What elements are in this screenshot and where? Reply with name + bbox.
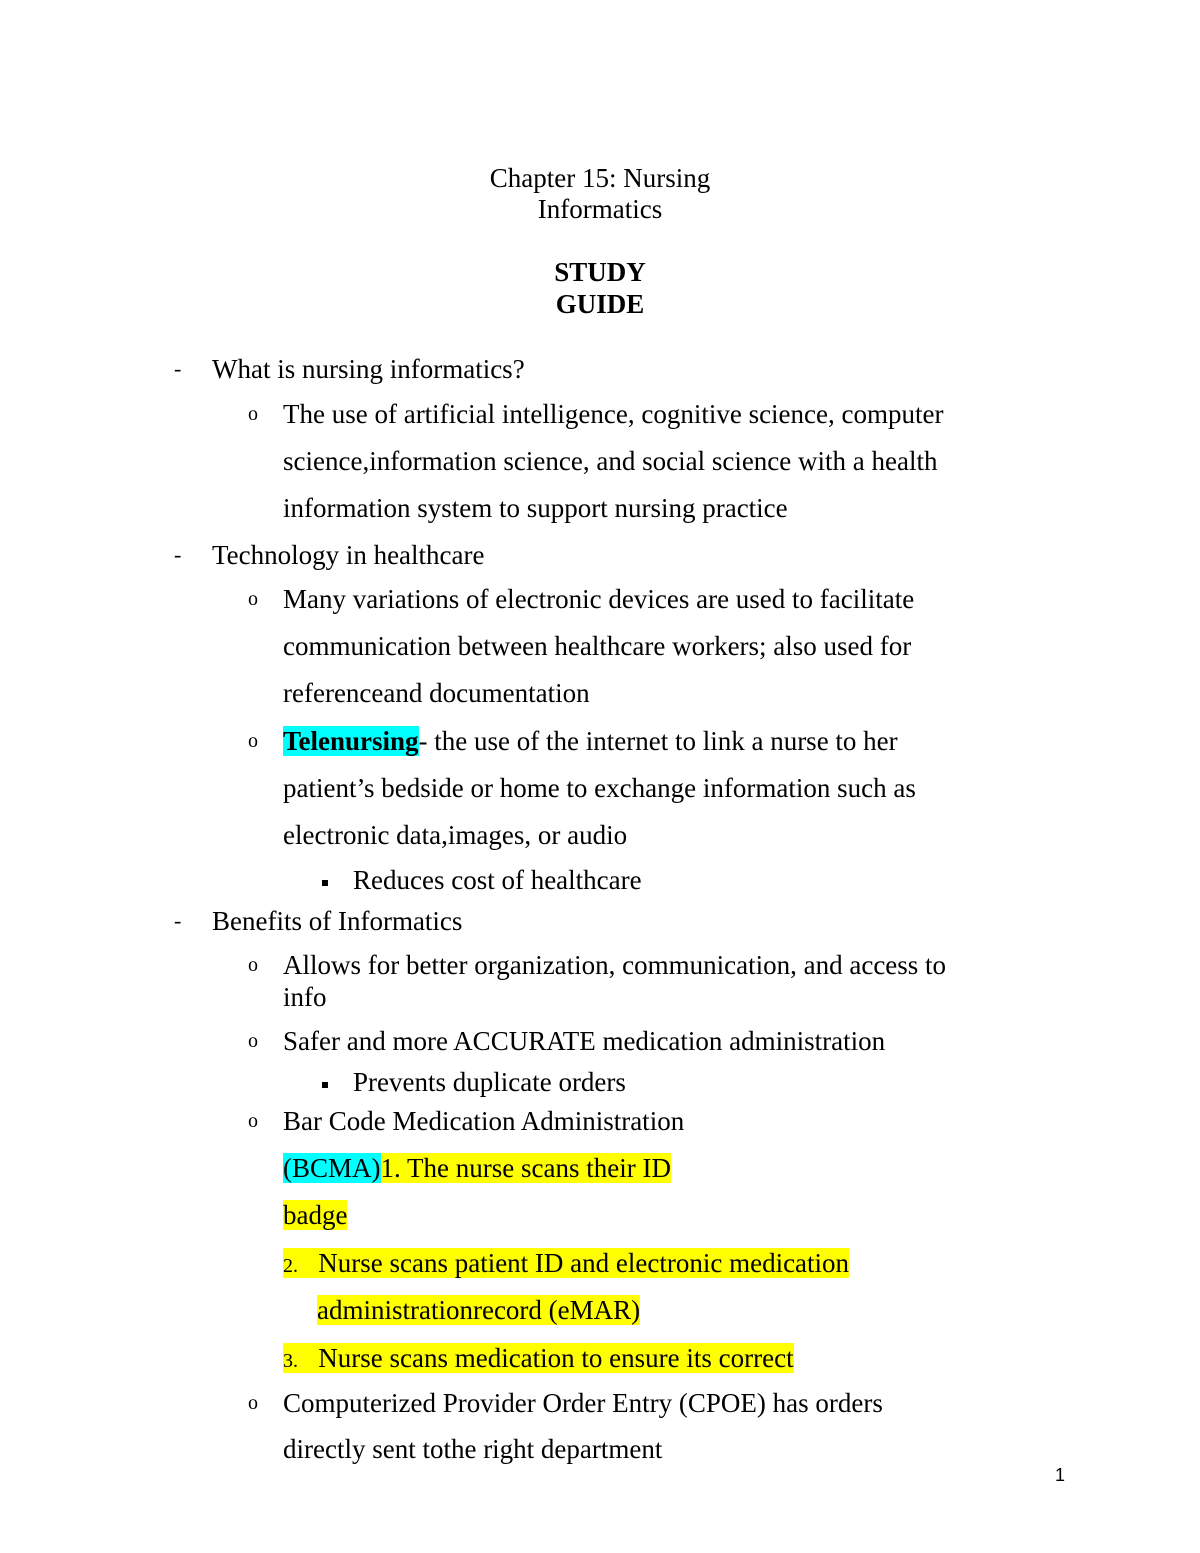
badge-highlight: badge (283, 1200, 348, 1230)
bcma-title: Bar Code Medication Administration (283, 1106, 685, 1136)
circle-bullet: o (248, 588, 258, 610)
telenursing-line-3: electronic data,images, or audio (283, 820, 628, 850)
step-2-text: Nurse scans patient ID and electronic medication (318, 1248, 850, 1278)
telenursing-line-1 (283, 724, 898, 758)
cpoe-line-1: Computerized Provider Order Entry (CPOE) has orders (283, 1388, 883, 1418)
bcma-step-2-line-2 (317, 1293, 640, 1327)
bcma-step-3 (283, 1341, 794, 1378)
devices-line-3: referenceand documentation (283, 678, 590, 708)
telenursing-term-highlight: Telenursing (283, 726, 419, 756)
section-benefits-of-informatics: Benefits of Informatics (212, 906, 463, 936)
devices-line-2: communication between healthcare workers; also used for (283, 631, 912, 661)
chapter-title-line-2: Informatics (537, 194, 663, 224)
study-guide-heading-line-1: STUDY (554, 257, 646, 287)
chapter-title-line-1: Chapter 15: Nursing (489, 163, 711, 193)
definition-line-3: information system to support nursing practice (283, 493, 788, 523)
cpoe-line-2: directly sent tothe right department (283, 1434, 663, 1464)
reduces-cost-item: Reduces cost of healthcare (353, 865, 642, 895)
prevents-duplicate-item: Prevents duplicate orders (353, 1067, 626, 1097)
bcma-step-1-continued (283, 1198, 347, 1232)
circle-bullet: o (248, 730, 258, 752)
circle-bullet: o (248, 403, 258, 425)
step-3-text: Nurse scans medication to ensure its correct (318, 1343, 794, 1373)
telenursing-definition: - the use of the internet to link a nurse to her (418, 726, 898, 756)
dash-bullet: - (174, 356, 182, 381)
bcma-abbreviation-highlight: (BCMA) (283, 1153, 381, 1183)
circle-bullet: o (248, 954, 258, 976)
study-guide-heading-line-2: GUIDE (555, 289, 645, 319)
section-what-is-nursing-informatics: What is nursing informatics? (212, 354, 525, 384)
organization-line-2: info (283, 982, 327, 1012)
definition-line-2: science,information science, and social science with a health (283, 446, 938, 476)
bcma-step-1-highlight: 1. The nurse scans their ID (380, 1153, 671, 1183)
square-bullet (322, 1082, 328, 1088)
circle-bullet: o (248, 1030, 258, 1052)
step-3-highlight (283, 1343, 794, 1373)
bcma-step-2-line-1 (283, 1246, 849, 1283)
bcma-step-1 (283, 1151, 671, 1185)
step-2-highlight (283, 1248, 849, 1278)
safer-medication-item: Safer and more ACCURATE medication administration (283, 1026, 886, 1056)
step-2-cont-highlight: administrationrecord (eMAR) (317, 1295, 641, 1325)
step-2-number: 2. (283, 1255, 298, 1277)
dash-bullet: - (174, 908, 182, 933)
devices-line-1: Many variations of electronic devices are used to facilitate (283, 584, 915, 614)
page-number: 1 (1055, 1465, 1066, 1485)
definition-line-1: The use of artificial intelligence, cognitive science, computer (283, 399, 944, 429)
circle-bullet: o (248, 1392, 258, 1414)
telenursing-line-2: patient’s bedside or home to exchange information such as (283, 773, 916, 803)
section-technology-in-healthcare: Technology in healthcare (212, 540, 485, 570)
organization-line-1: Allows for better organization, communication, and access to (283, 950, 947, 980)
dash-bullet: - (174, 542, 182, 567)
circle-bullet: o (248, 1110, 258, 1132)
square-bullet (322, 880, 328, 886)
step-3-number: 3. (283, 1350, 298, 1372)
